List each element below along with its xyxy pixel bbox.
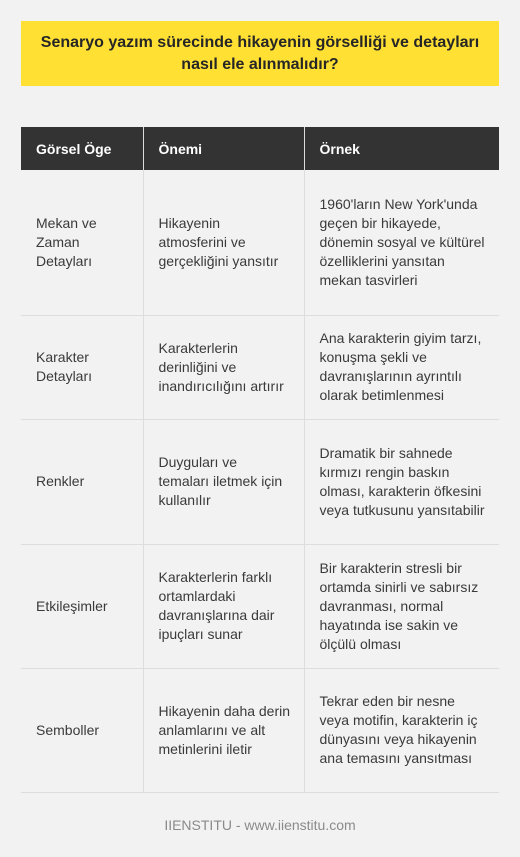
cell-importance: Karakterlerin farklı ortamlardaki davranışlarına dair ipuçları sunar [143,544,304,668]
table-row [21,419,499,544]
cell-example: Tekrar eden bir nesne veya motifin, karakterin iç dünyasını veya hikayenin ana temasını yansıtması [304,668,499,792]
table-header [21,127,499,170]
cell-element: Semboller [21,668,143,792]
table-row [21,315,499,419]
table-header-row [21,127,499,170]
table-row [21,544,499,668]
table-body [21,170,499,792]
cell-element: Etkileşimler [21,544,143,668]
title-banner [21,21,499,86]
column-header-element: Görsel Öge [21,127,143,170]
visual-elements-table [21,127,499,793]
cell-importance: Duyguları ve temaları iletmek için kullanılır [143,419,304,544]
cell-example: Ana karakterin giyim tarzı, konuşma şekli ve davranışlarının ayrıntılı olarak betimlenmesi [304,315,499,419]
cell-example: 1960'ların New York'unda geçen bir hikayede, dönemin sosyal ve kültürel özelliklerini yansıtan mekan tasvirleri [304,170,499,315]
cell-importance: Hikayenin atmosferini ve gerçekliğini yansıtır [143,170,304,315]
cell-importance: Hikayenin daha derin anlamlarını ve alt metinlerini iletir [143,668,304,792]
column-header-importance: Önemi [143,127,304,170]
cell-element: Renkler [21,419,143,544]
table-row [21,668,499,792]
cell-importance: Karakterlerin derinliğini ve inandırıcılığını artırır [143,315,304,419]
table-row [21,170,499,315]
column-header-example: Örnek [304,127,499,170]
cell-example: Dramatik bir sahnede kırmızı rengin baskın olması, karakterin öfkesini veya tutkusunu yansıtabilir [304,419,499,544]
cell-element: Mekan ve Zaman Detayları [21,170,143,315]
page-title: Senaryo yazım sürecinde hikayenin görselliği ve detayları nasıl ele alınmalıdır? [40,33,480,73]
cell-example: Bir karakterin stresli bir ortamda sinirli ve sabırsız davranması, normal hayatında ise sakin ve ölçülü olması [304,544,499,668]
cell-element: Karakter Detayları [21,315,143,419]
footer-credit: IIENSTITU - www.iienstitu.com [164,817,356,833]
